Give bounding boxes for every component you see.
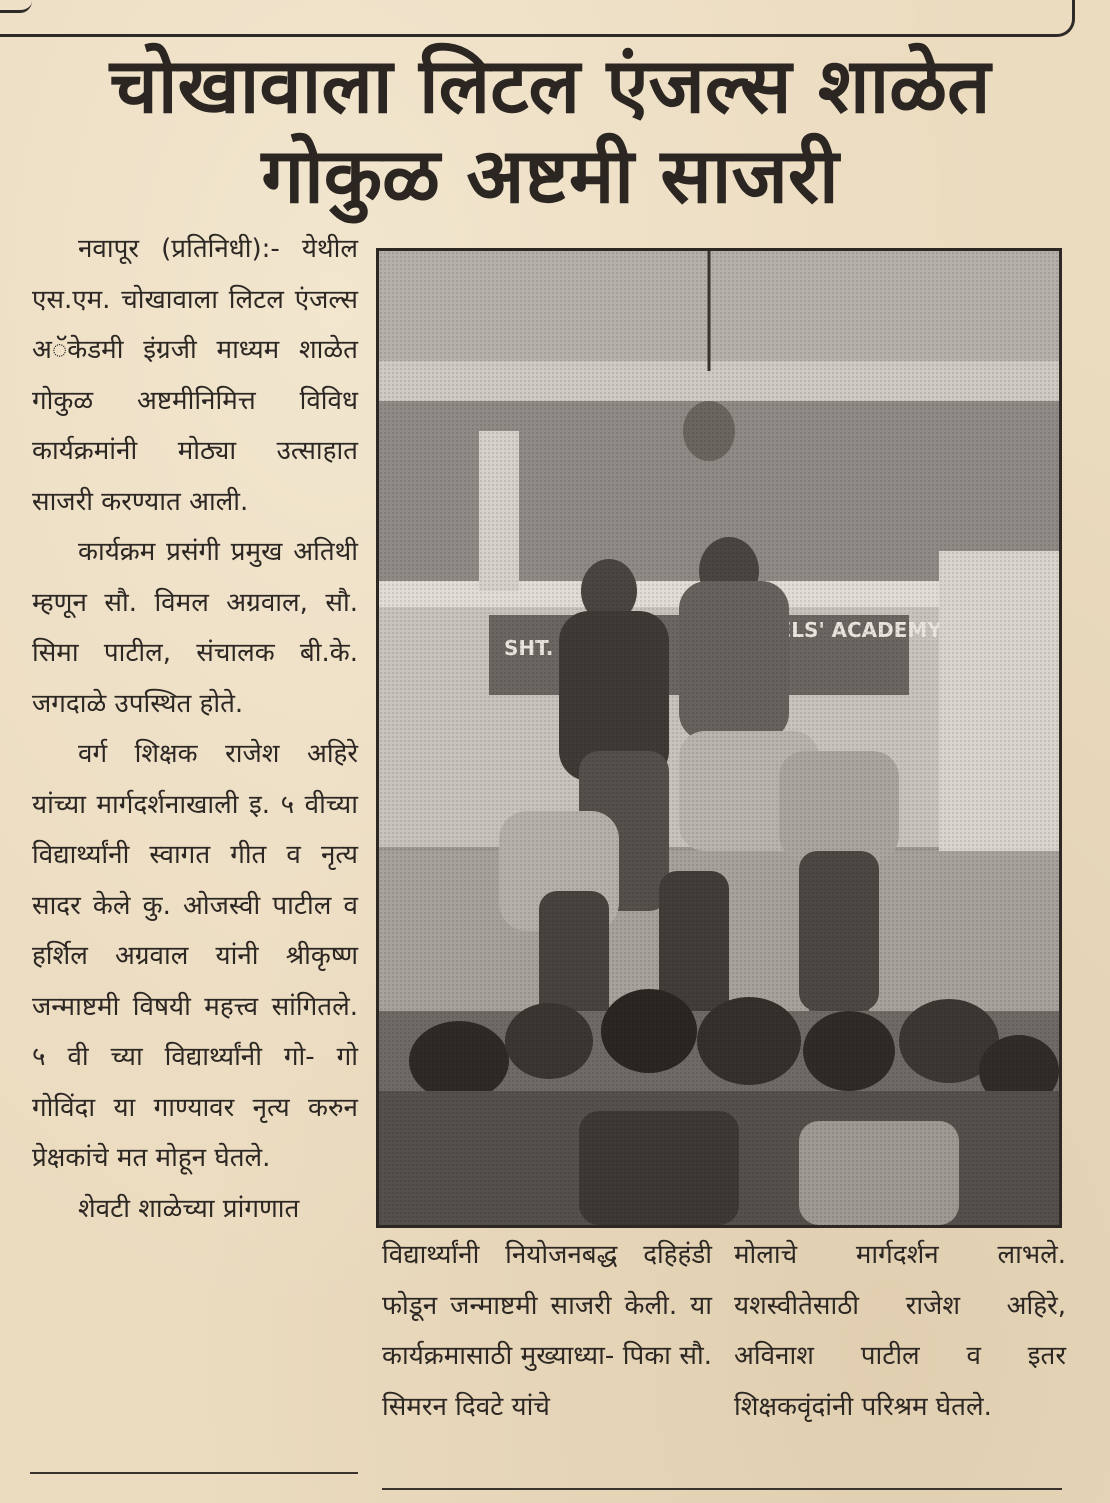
headline-line-1: चोखावाला लिटल एंजल्स शाळेत <box>109 41 991 130</box>
article-left-column <box>32 224 358 1234</box>
column-rule-right <box>382 1488 1062 1490</box>
news-photo-dahi-handi <box>376 248 1062 1228</box>
photo-illustration <box>379 251 1059 1225</box>
article-middle-column <box>382 1230 712 1432</box>
article-middle-text: विद्यार्थ्यांनी नियोजनबद्ध दहिहंडी फोडून जन्माष्टमी साजरी केली. या कार्यक्रमासाठी मुख्याध्या- पिका सौ. सिमरन दिवटे यांचे <box>382 1240 712 1422</box>
article-paragraph-2: कार्यक्रम प्रसंगी प्रमुख अतिथी म्हणून सौ. विमल अग्रवाल, सौ. सिमा पाटील, संचालक बी.के. जगदाळे उपस्थित होते. <box>32 537 358 719</box>
article-right-column <box>734 1230 1066 1432</box>
article-paragraph-3: वर्ग शिक्षक राजेश अहिरे यांच्या मार्गदर्शनाखाली इ. ५ वीच्या विद्यार्थ्यांनी स्वागत गीत व नृत्य सादर केले कु. ओजस्वी पाटील व हर्शिल अग्रवाल यांनी श्रीकृष्ण जन्माष्टमी विषयी महत्त्व सांगितले. ५ वी च्या विद्यार्थ्यांनी गो- गो गोविंदा या गाण्यावर नृत्य करुन प्रेक्षकांचे मत मोहून घेतले. <box>32 739 358 1173</box>
article-paragraph-1: नवापूर (प्रतिनिधी):- येथील एस.एम. चोखावाला लिटल एंजल्स अॅकेडमी इंग्रजी माध्यम शाळेत गोकुळ अष्टमीनिमित्त विविध कार्यक्रमांनी मोठ्या उत्साहात साजरी करण्यात आली. <box>32 234 358 517</box>
headline-line-2: गोकुळ अष्टमी साजरी <box>261 131 839 220</box>
article-paragraph-4: शेवटी शाळेच्या प्रांगणात <box>78 1193 300 1224</box>
article-right-text: मोलाचे मार्गदर्शन लाभले. यशस्वीतेसाठी राजेश अहिरे, अविनाश पाटील व इतर शिक्षकवृंदांनी परिश्रम घेतले. <box>734 1240 1066 1422</box>
top-border <box>0 0 1075 37</box>
column-rule-left <box>30 1472 358 1474</box>
